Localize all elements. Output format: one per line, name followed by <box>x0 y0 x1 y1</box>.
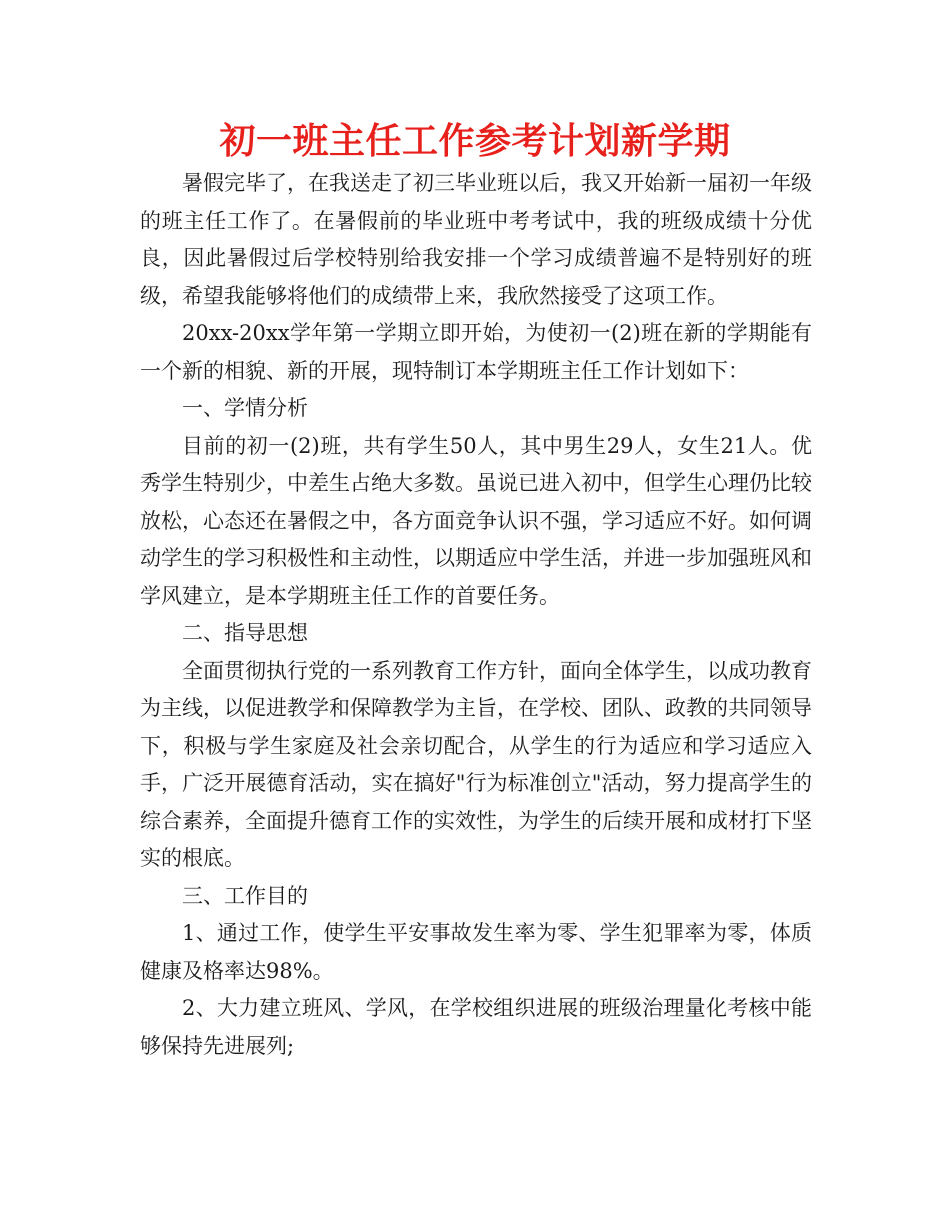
paragraph-goal-1: 1、通过工作，使学生平安事故发生率为零、学生犯罪率为零，体质健康及格率达98%。 <box>140 921 812 983</box>
paragraph-guidance: 全面贯彻执行党的一系列教育工作方针，面向全体学生，以成功教育为主线，以促进教学和保障教学为主旨，在学校、团队、政教的共同领导下，积极与学生家庭及社会亲切配合，从学生的行为适应和学习适应入手，广泛开展德育活动，实在搞好"行为标准创立"活动，努力提高学生的综合素养，全面提升德育工作的实效性，为学生的后续开展和成材打下坚实的根底。 <box>140 658 812 870</box>
paragraph-goal-2: 2、大力建立班风、学风，在学校组织进展的班级治理量化考核中能够保持先进展列; <box>140 996 812 1058</box>
section-heading-goals: 三、工作目的 <box>182 883 308 908</box>
section-heading-analysis: 一、学情分析 <box>182 396 308 420</box>
document-body <box>140 165 812 1065</box>
document-title: 初一班主任工作参考计划新学期 <box>219 121 731 162</box>
paragraph-semester-plan: 20xx-20xx学年第一学期立即开始，为使初一(2)班在新的学期能有一个新的相貌、新的开展，现特制订本学期班主任工作计划如下： <box>140 321 812 383</box>
paragraph-analysis: 目前的初一(2)班，共有学生50人，其中男生29人，女生21人。优秀学生特别少，中差生占绝大多数。虽说已进入初中，但学生心理仍比较放松，心态还在暑假之中，各方面竞争认识不强，学习适应不好。如何调动学生的学习积极性和主动性，以期适应中学生活，并进一步加强班风和学风建立，是本学期班主任工作的首要任务。 <box>140 433 812 608</box>
paragraph-intro: 暑假完毕了，在我送走了初三毕业班以后，我又开始新一届初一年级的班主任工作了。在暑假前的毕业班中考考试中，我的班级成绩十分优良，因此暑假过后学校特别给我安排一个学习成绩普遍不是特别好的班级，希望我能够将他们的成绩带上来，我欣然接受了这项工作。 <box>140 171 812 308</box>
section-heading-guidance: 二、指导思想 <box>182 621 308 645</box>
